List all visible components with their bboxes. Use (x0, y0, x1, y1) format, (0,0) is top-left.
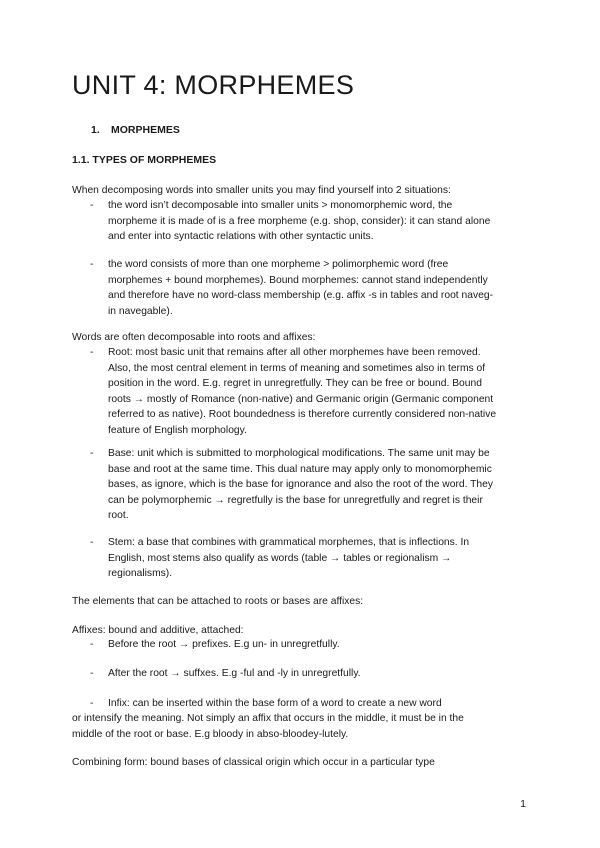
section-number: 1. (91, 124, 100, 136)
text-line: can be polymorphemic → regretfully is the base for unregretfully and regret is their (108, 494, 483, 506)
text-line: the word consists of more than one morpheme > polimorphemic word (free (108, 259, 449, 270)
text-line: or intensify the meaning. Not simply an affix that occurs in the middle, it must be in the (72, 713, 464, 724)
text-line: Root: most basic unit that remains after all other morphemes have been removed. (108, 347, 481, 358)
list-item-suffix (108, 666, 528, 682)
text-line: position in the word. E.g. regret in unregretfully. They can be free or bound. Bound (108, 378, 482, 389)
list-item-prefix (108, 637, 528, 653)
text-line: bases, as ignore, which is the base for ignorance and also the root of the word. They (108, 479, 494, 490)
list-item (108, 257, 528, 319)
text-line: referred to as native). Root boundedness is therefore currently considered non-native (108, 409, 497, 420)
text-line: root. (108, 510, 129, 521)
list-marker: - (90, 347, 94, 358)
list-marker: - (90, 448, 94, 459)
subsection-heading: 1.1. TYPES OF MORPHEMES (72, 154, 217, 166)
list-marker: - (90, 698, 94, 709)
unit-title: UNIT 4: MORPHEMES (72, 70, 355, 100)
text-line: English, most stems also qualify as words (table → tables or regionalism → (108, 552, 452, 564)
text-line: After the root → suffxes. E.g -ful and -ly in unregretfully. (108, 668, 361, 679)
roots-intro: Words are often decomposable into roots and affixes: (72, 332, 316, 343)
list-marker: - (90, 200, 94, 211)
text-line: the word isn’t decomposable into smaller units > monomorphemic word, the (108, 200, 453, 211)
text-line: feature of English morphology. (108, 424, 247, 436)
text-line: in navegable). (108, 305, 173, 317)
affixes-intro: Affixes: bound and additive, attached: (72, 625, 244, 636)
list-marker: - (90, 639, 94, 650)
list-marker: - (90, 668, 94, 679)
text-line: roots → mostly of Romance (non-native) and Germanic origin (Germanic component (108, 393, 494, 405)
text-line: and therefore have no word-class membership (e.g. affix -s in tables and root naveg- (108, 290, 494, 301)
list-item-root (108, 345, 528, 438)
text-line: morphemes + bound morphemes). Bound morphemes: cannot stand independently (108, 274, 488, 286)
infix-continuation (72, 711, 464, 742)
text-line: Stem: a base that combines with grammatical morphemes, that is inflections. In (108, 537, 470, 548)
list-item-base (108, 446, 528, 524)
section-label: MORPHEMES (111, 124, 180, 136)
page-number: 1 (520, 798, 526, 810)
intro-paragraph: When decomposing words into smaller units you may find yourself into 2 situations: (72, 185, 451, 196)
affix-elements-paragraph: The elements that can be attached to roots or bases are affixes: (72, 596, 364, 607)
text-line: middle of the root or base. E.g bloody in abso-bloodey-lutely. (72, 728, 349, 740)
text-line: Before the root → prefixes. E.g un- in unregretfully. (108, 639, 340, 650)
text-line: Base: unit which is submitted to morphological modifications. The same unit may be (108, 448, 490, 459)
list-item (108, 198, 528, 245)
list-item-stem (108, 535, 528, 582)
text-line: base and root at the same time. This dual nature may apply only to monomorphemic (108, 463, 492, 475)
text-line: morpheme it is made of is a free morpheme (e.g. shop, consider): it can stand alone (108, 215, 491, 227)
list-marker: - (90, 259, 94, 270)
list-item-infix (108, 696, 528, 712)
list-marker: - (90, 537, 94, 548)
text-line: Also, the most central element in terms of meaning and sometimes also in terms of (108, 362, 486, 374)
text-line: Infix: can be inserted within the base form of a word to create a new word (108, 698, 442, 709)
text-line: regionalisms). (108, 568, 173, 579)
text-line: and enter into syntactic relations with other syntactic units. (108, 231, 374, 242)
section-heading (91, 124, 180, 136)
combining-form-paragraph: Combining form: bound bases of classical origin which occur in a particular type (72, 757, 435, 768)
